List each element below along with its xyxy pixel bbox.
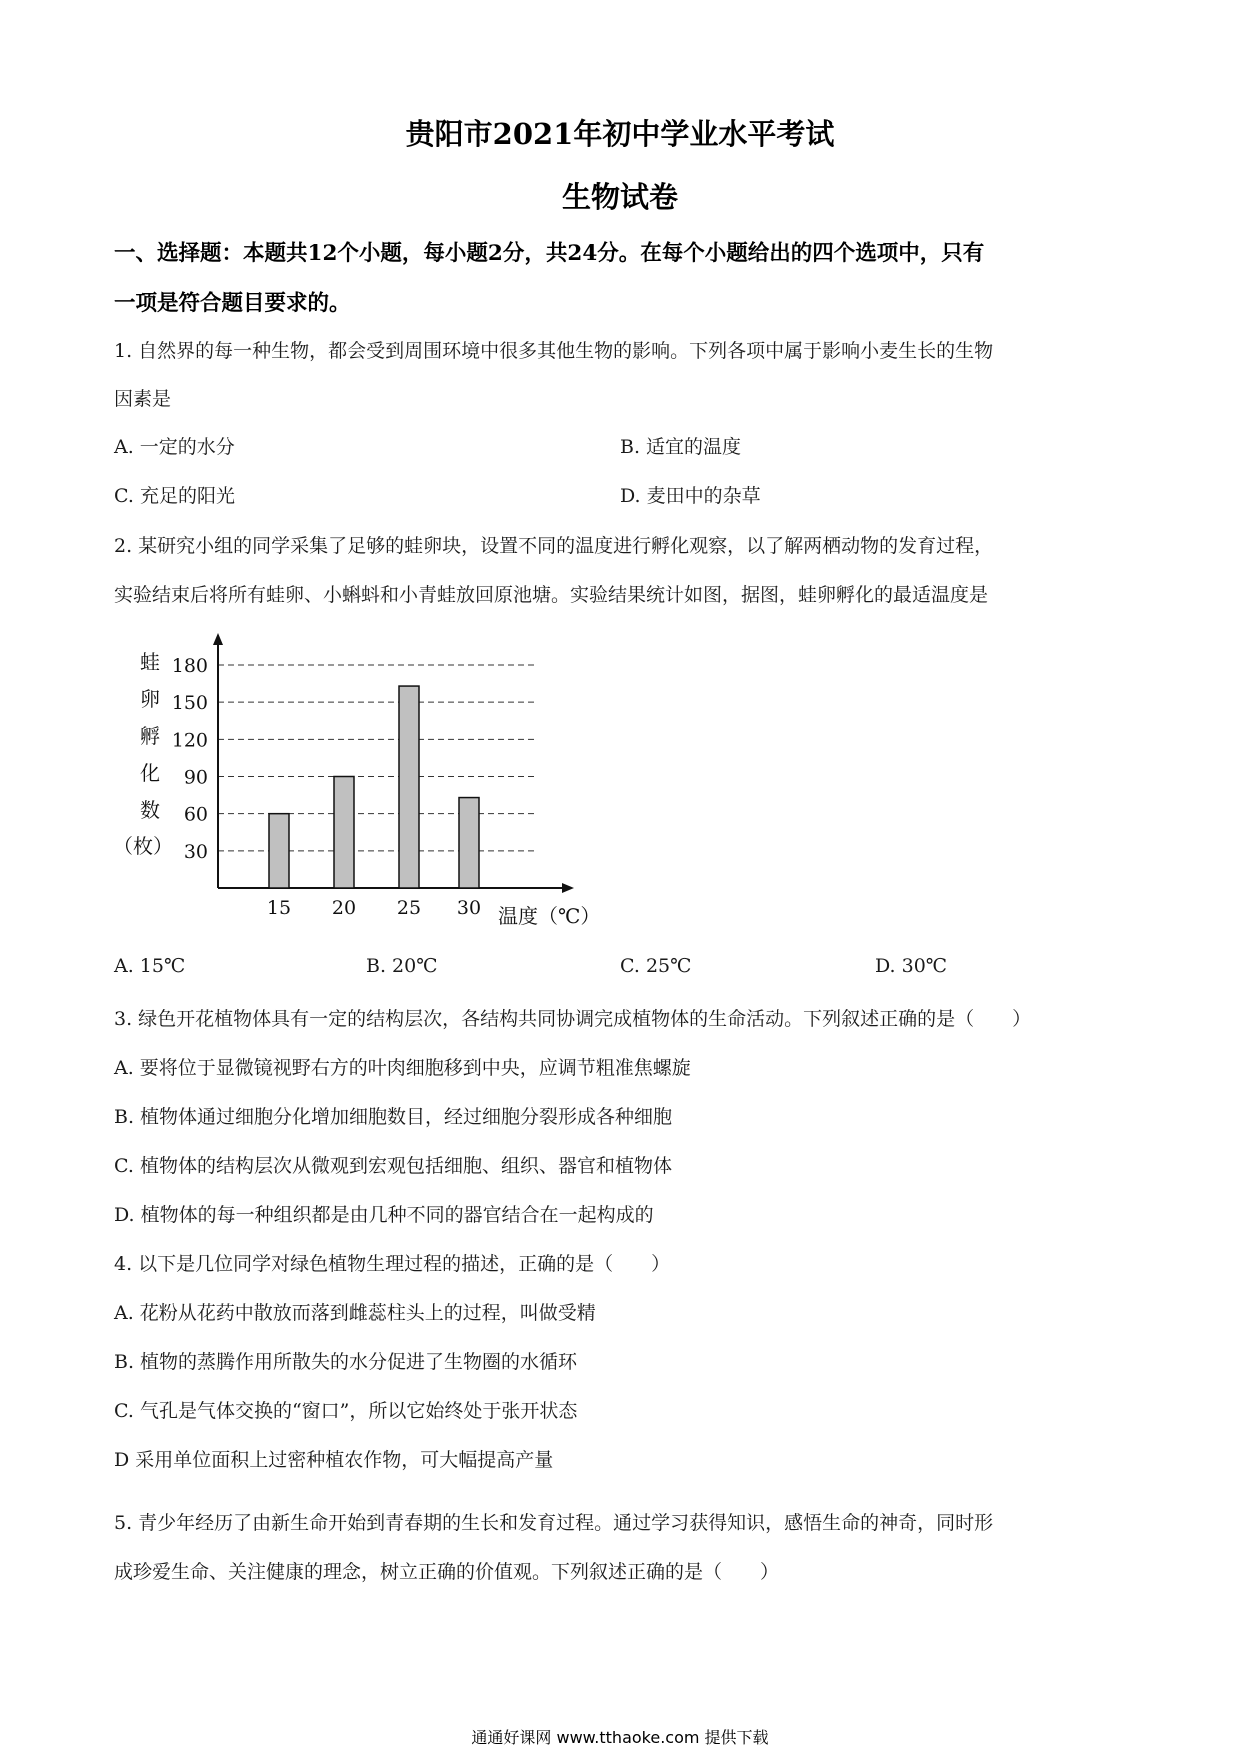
q2-option-b: B. 20℃ bbox=[366, 955, 438, 977]
q1-stem-line2: 因素是 bbox=[114, 388, 172, 410]
q2-option-a: A. 15℃ bbox=[114, 955, 186, 977]
q2-stem-line2: 实验结束后将所有蛙卵、小蝌蚪和小青蛙放回原池塘。实验结果统计如图，据图，蛙卵孵化的最适温度是 bbox=[114, 584, 989, 606]
q4-option-c: C. 气孔是气体交换的“窗口”，所以它始终处于张开状态 bbox=[114, 1400, 578, 1422]
q4-option-d: D 采用单位面积上过密种植农作物，可大幅提高产量 bbox=[114, 1449, 554, 1471]
hatch-bar-chart bbox=[110, 625, 630, 935]
q3-option-a: A. 要将位于显微镜视野右方的叶肉细胞移到中央，应调节粗准焦螺旋 bbox=[114, 1057, 691, 1079]
q4-option-a: A. 花粉从花药中散放而落到雌蕊柱头上的过程，叫做受精 bbox=[114, 1302, 596, 1324]
page-footer: 通通好课网 www.tthaoke.com 提供下载 bbox=[471, 1728, 769, 1747]
q3-option-d: D. 植物体的每一种组织都是由几种不同的器官结合在一起构成的 bbox=[114, 1204, 654, 1226]
q1-stem-line1: 1. 自然界的每一种生物，都会受到周围环境中很多其他生物的影响。下列各项中属于影响小麦生长的生物 bbox=[114, 340, 994, 362]
y-axis-label-char: 卵 bbox=[140, 687, 160, 711]
q4-option-b: B. 植物的蒸腾作用所散失的水分促进了生物圈的水循环 bbox=[114, 1351, 578, 1373]
y-axis-arrow bbox=[213, 633, 223, 645]
x-tick-label: 25 bbox=[396, 897, 422, 919]
exam-subtitle: 生物试卷 bbox=[561, 180, 678, 214]
q4-stem: 4. 以下是几位同学对绿色植物生理过程的描述，正确的是（ ） bbox=[114, 1253, 671, 1275]
bar-25 bbox=[399, 686, 419, 888]
bar-20 bbox=[334, 777, 354, 889]
y-tick-label: 60 bbox=[183, 803, 208, 826]
x-axis-arrow bbox=[562, 883, 574, 893]
y-tick-label: 180 bbox=[171, 655, 208, 677]
y-tick-label: 150 bbox=[171, 692, 208, 715]
q1-option-d: D. 麦田中的杂草 bbox=[620, 485, 761, 507]
y-tick-label: 120 bbox=[171, 729, 208, 752]
x-axis-label: 温度（℃） bbox=[498, 904, 601, 928]
q3-option-b: B. 植物体通过细胞分化增加细胞数目，经过细胞分裂形成各种细胞 bbox=[114, 1106, 673, 1128]
q3-option-c: C. 植物体的结构层次从微观到宏观包括细胞、组织、器官和植物体 bbox=[114, 1155, 672, 1177]
q5-stem-line2: 成珍爱生命、关注健康的理念，树立正确的价值观。下列叙述正确的是（ ） bbox=[114, 1561, 780, 1583]
q2-option-c: C. 25℃ bbox=[620, 955, 692, 977]
section-heading-line1: 一、选择题：本题共12个小题，每小题2分，共24分。在每个小题给出的四个选项中，只有 bbox=[114, 241, 985, 266]
bar-15 bbox=[269, 814, 289, 888]
y-axis-label-char: 化 bbox=[140, 761, 160, 785]
q5-stem-line1: 5. 青少年经历了由新生命开始到青春期的生长和发育过程。通过学习获得知识，感悟生命的神奇，同时形 bbox=[114, 1512, 994, 1534]
y-axis-label-char: 蛙 bbox=[140, 650, 160, 674]
section-heading-line2: 一项是符合题目要求的。 bbox=[114, 291, 351, 316]
q1-option-c: C. 充足的阳光 bbox=[114, 485, 235, 507]
q2-option-d: D. 30℃ bbox=[875, 955, 948, 977]
y-tick-label: 30 bbox=[183, 840, 208, 863]
y-axis-label-char: 孵 bbox=[140, 724, 160, 748]
x-tick-label: 20 bbox=[331, 897, 357, 919]
q3-stem: 3. 绿色开花植物体具有一定的结构层次，各结构共同协调完成植物体的生命活动。下列叙述正确的是（ ） bbox=[114, 1008, 1032, 1030]
x-tick-label: 30 bbox=[456, 897, 482, 919]
y-axis-label-char: （枚） bbox=[113, 834, 173, 858]
q1-option-b: B. 适宜的温度 bbox=[620, 436, 742, 458]
q2-stem-line1: 2. 某研究小组的同学采集了足够的蛙卵块，设置不同的温度进行孵化观察，以了解两栖动物的发育过程， bbox=[114, 535, 994, 557]
y-axis-label-char: 数 bbox=[140, 798, 160, 822]
bar-30 bbox=[459, 798, 479, 888]
y-tick-label: 90 bbox=[183, 766, 208, 789]
x-tick-label: 15 bbox=[266, 897, 292, 919]
q1-option-a: A. 一定的水分 bbox=[114, 436, 235, 458]
exam-title: 贵阳市2021年初中学业水平考试 bbox=[405, 117, 835, 151]
